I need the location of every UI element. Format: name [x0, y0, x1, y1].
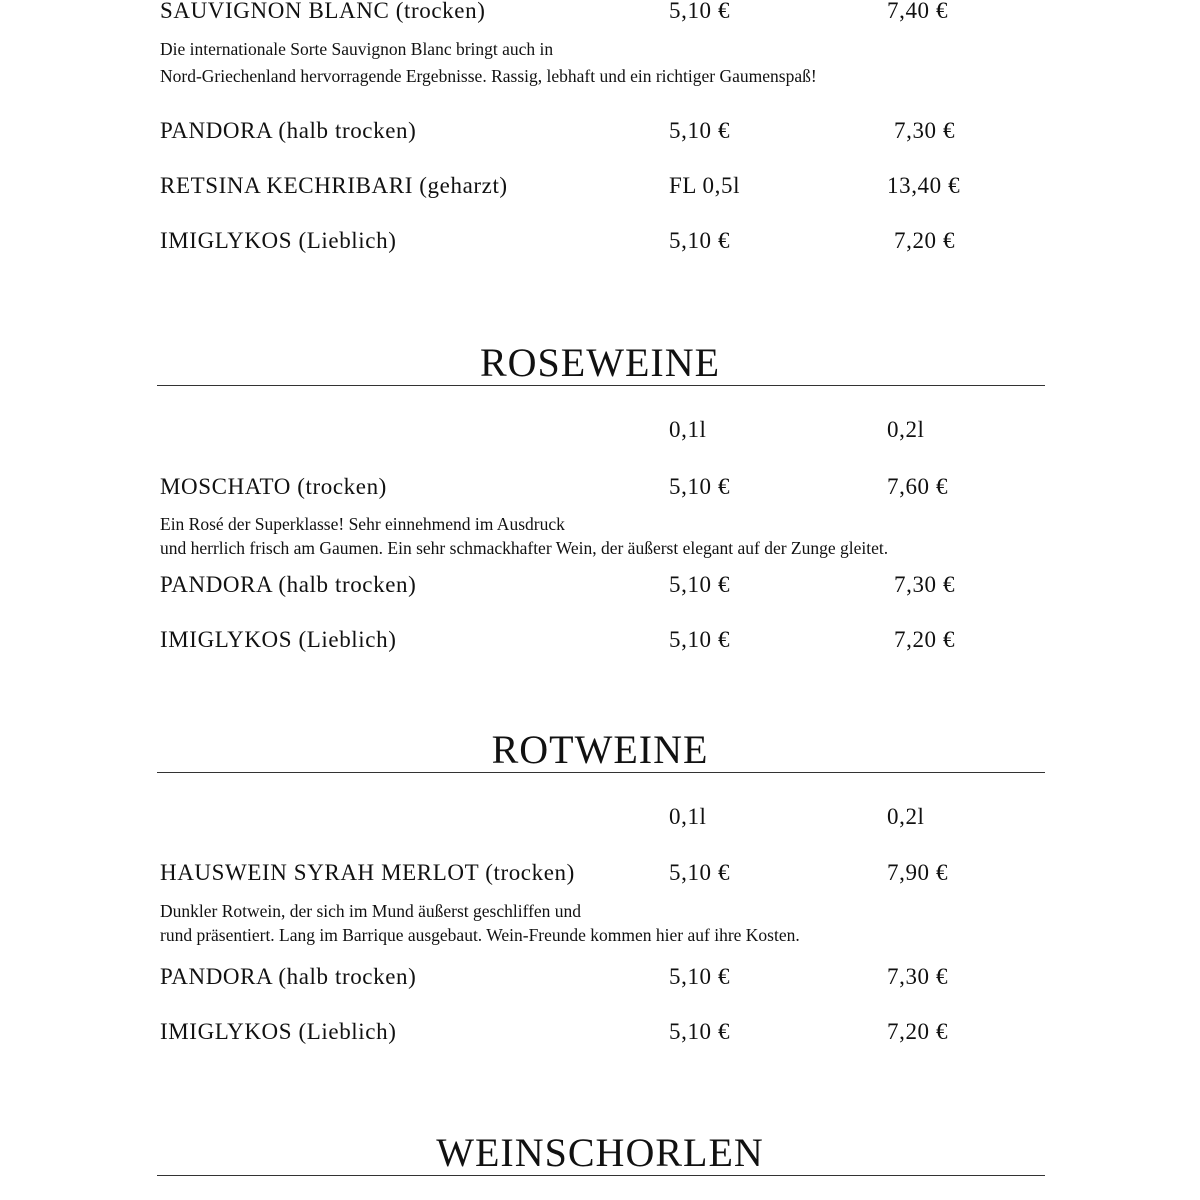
menu-item-price-large: 7,20 € [894, 228, 956, 253]
menu-item-price-large: 7,90 € [887, 860, 949, 885]
menu-item-name: PANDORA (halb trocken) [160, 572, 417, 597]
menu-item-price-large: 7,30 € [894, 572, 956, 597]
column-header-large: 0,2l [887, 417, 925, 442]
section-divider [157, 772, 1045, 773]
menu-item-name: PANDORA (halb trocken) [160, 964, 417, 989]
menu-item-price-large: 7,40 € [887, 0, 949, 23]
menu-item-name: PANDORA (halb trocken) [160, 118, 417, 143]
menu-item-price-large: 7,20 € [894, 627, 956, 652]
menu-item-price-large: 7,30 € [887, 964, 949, 989]
menu-item-price-small: 5,10 € [669, 118, 731, 143]
menu-item-price-small: 5,10 € [669, 0, 731, 23]
menu-item-description: Dunkler Rotwein, der sich im Mund äußerst geschliffen und [160, 901, 582, 921]
section-divider [157, 1175, 1045, 1176]
menu-item-name: MOSCHATO (trocken) [160, 474, 387, 499]
menu-item-price-large: 7,60 € [887, 474, 949, 499]
section-heading-weinschorlen: WEINSCHORLEN [436, 1130, 764, 1175]
menu-item-name: HAUSWEIN SYRAH MERLOT (trocken) [160, 860, 575, 885]
menu-item-price-small: 5,10 € [669, 1019, 731, 1044]
menu-item-price-small: 5,10 € [669, 228, 731, 253]
column-header-small: 0,1l [669, 804, 707, 829]
menu-item-description: Ein Rosé der Superklasse! Sehr einnehmend im Ausdruck [160, 514, 565, 534]
section-divider [157, 385, 1045, 386]
column-header-large: 0,2l [887, 804, 925, 829]
menu-item-price-large: 7,20 € [887, 1019, 949, 1044]
menu-item-description: und herrlich frisch am Gaumen. Ein sehr schmackhafter Wein, der äußerst elegant auf der Zunge gleitet. [160, 538, 889, 558]
menu-item-price-small: 5,10 € [669, 964, 731, 989]
menu-item-price-small: 5,10 € [669, 474, 731, 499]
menu-item-price-small: 5,10 € [669, 627, 731, 652]
menu-item-name: IMIGLYKOS (Lieblich) [160, 627, 397, 652]
menu-item-price-small: 5,10 € [669, 572, 731, 597]
menu-item-description: Die internationale Sorte Sauvignon Blanc bringt auch in [160, 39, 554, 59]
section-heading-roseweine: ROSEWEINE [479, 340, 721, 385]
menu-item-price-small: 5,10 € [669, 860, 731, 885]
menu-item-price-small: FL 0,5l [669, 173, 741, 198]
section-heading-rotweine: ROTWEINE [491, 727, 709, 772]
menu-item-name: SAUVIGNON BLANC (trocken) [160, 0, 486, 23]
menu-item-name: RETSINA KECHRIBARI (geharzt) [160, 173, 508, 198]
menu-item-price-large: 13,40 € [887, 173, 961, 198]
menu-item-name: IMIGLYKOS (Lieblich) [160, 1019, 397, 1044]
menu-item-price-large: 7,30 € [894, 118, 956, 143]
menu-item-description: Nord-Griechenland hervorragende Ergebnisse. Rassig, lebhaft und ein richtiger Gaumenspaß! [160, 66, 817, 86]
column-header-small: 0,1l [669, 417, 707, 442]
menu-item-name: IMIGLYKOS (Lieblich) [160, 228, 397, 253]
menu-item-description: rund präsentiert. Lang im Barrique ausgebaut. Wein-Freunde kommen hier auf ihre Kosten. [160, 925, 800, 945]
